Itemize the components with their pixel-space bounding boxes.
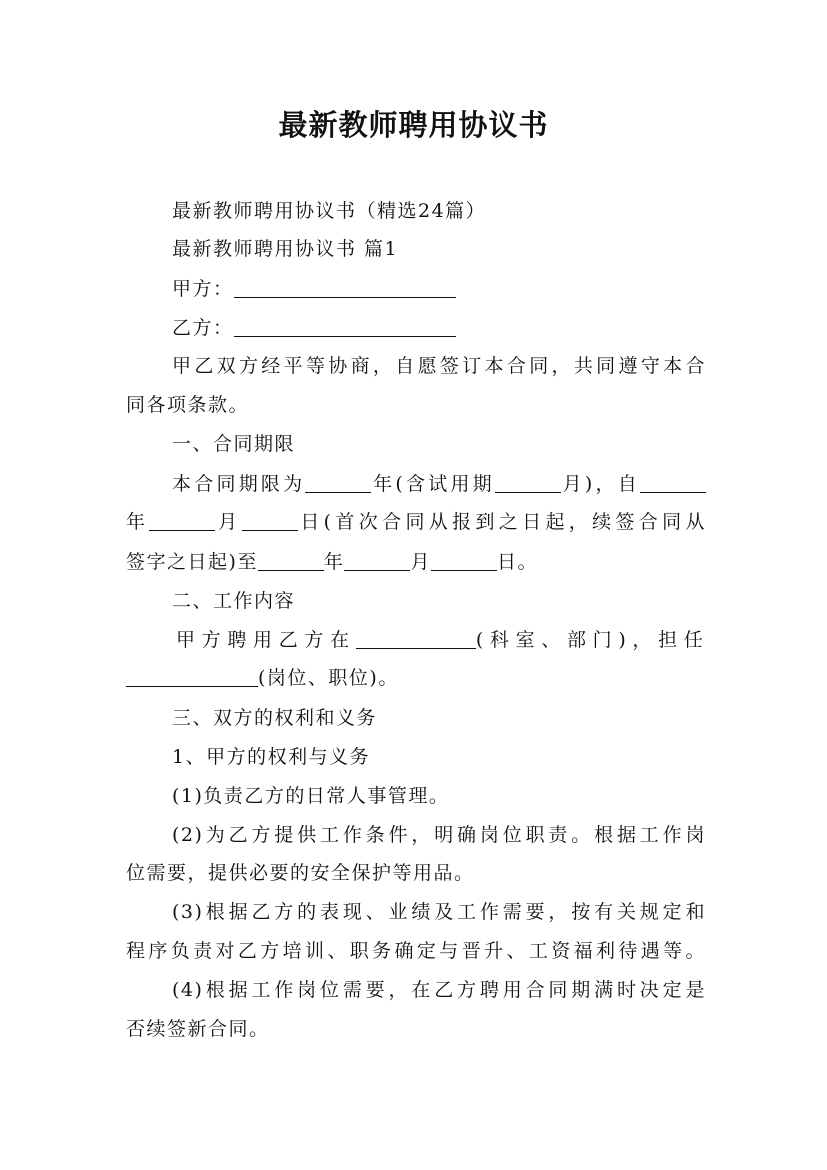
section1-line-2 (126, 509, 706, 535)
start-day-blank (242, 529, 298, 531)
department-blank (356, 647, 476, 649)
section2-text-2: (科室、部门)，担任 (475, 629, 707, 651)
intro-line-2: 同各项条款。 (126, 394, 250, 416)
party-b-label: 乙方： (172, 317, 234, 339)
chapter-heading: 最新教师聘用协议书 篇1 (172, 238, 399, 260)
section1-heading: 一、合同期限 (172, 433, 296, 455)
section1-text-2: 年(含试用期 (371, 473, 495, 495)
document-subtitle: 最新教师聘用协议书（精选24篇） (172, 200, 487, 222)
duty-item-4-line-1: (4)根据工作岗位需要，在乙方聘用合同期满时决定是 (172, 979, 706, 1001)
party-b-line (172, 315, 706, 341)
section1-text-9: 月 (410, 551, 431, 573)
section1-text-10: 日。 (496, 551, 538, 573)
position-blank (126, 685, 258, 687)
duty-item-3-line-2: 程序负责对乙方培训、职务确定与晋升、工资福利待遇等。 (126, 940, 706, 962)
section2-text-3: (岗位、职位)。 (258, 667, 399, 689)
section2-text-1: 甲方聘用乙方在 (176, 629, 356, 651)
duty-item-1: (1)负责乙方的日常人事管理。 (172, 785, 450, 807)
start-year-blank (640, 491, 706, 493)
party-b-blank (234, 335, 456, 337)
document-title: 最新教师聘用协议书 (278, 108, 549, 142)
section2-line-1 (176, 627, 706, 653)
section1-text-8: 年 (323, 551, 345, 573)
party-a-blank (234, 296, 456, 298)
end-year-blank (258, 569, 324, 571)
duty-item-2-line-1: (2)为乙方提供工作条件，明确岗位职责。根据工作岗 (172, 824, 706, 846)
section3-heading: 三、双方的权利和义务 (172, 707, 378, 729)
section1-text-6: 日(首次合同从报到之日起，续签合同从 (297, 511, 706, 533)
intro-line-1: 甲乙双方经平等协商，自愿签订本合同，共同遵守本合 (172, 355, 706, 377)
section3-subheading: 1、甲方的权利与义务 (172, 746, 371, 768)
section2-line-2 (126, 665, 706, 691)
section1-text-1: 本合同期限为 (172, 473, 306, 495)
party-a-line (172, 276, 706, 302)
party-a-label: 甲方： (172, 278, 234, 300)
duty-item-4-line-2: 否续签新合同。 (126, 1018, 270, 1040)
section1-text-3: 月)，自 (560, 473, 640, 495)
end-day-blank (431, 569, 497, 571)
end-month-blank (344, 569, 410, 571)
start-month-blank (149, 529, 215, 531)
section1-line-1 (172, 471, 706, 497)
section1-text-5: 月 (215, 511, 242, 533)
section1-text-4: 年 (126, 511, 150, 533)
duty-item-2-line-2: 位需要，提供必要的安全保护等用品。 (126, 862, 475, 884)
section2-heading: 二、工作内容 (172, 590, 296, 612)
years-blank (305, 491, 371, 493)
section1-text-7: 签字之日起)至 (126, 551, 258, 573)
probation-months-blank (495, 491, 561, 493)
section1-line-3 (126, 549, 706, 575)
duty-item-3-line-1: (3)根据乙方的表现、业绩及工作需要，按有关规定和 (172, 901, 706, 923)
